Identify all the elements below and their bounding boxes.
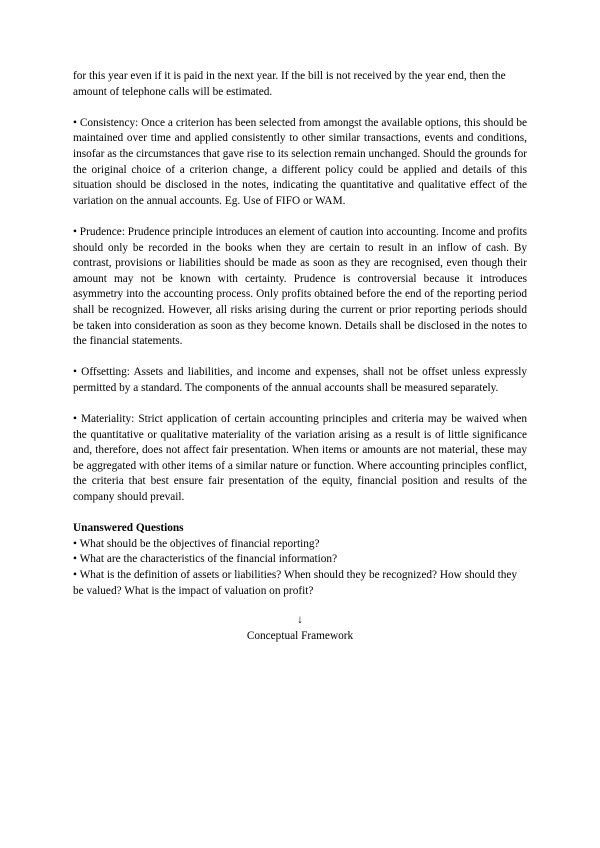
prudence-paragraph: • Prudence: Prudence principle introduces an element of caution into accounting. Income and profits should only be recorded in the books when they are certain to result in an inflow of cash. By contrast, provisions or liabilities should be made as soon as they are recognised, even though their amount may not be known with certainty. Prudence is controversial because it introduces asymmetry into the accounting process. Only profits obtained before the end of the reporting period shall be recognized. However, all risks arising during the current or prior reporting periods should be taken into consideration as soon as they become known. Details shall be disclosed in the notes to the financial statements.: [73, 225, 527, 348]
intro-paragraph: for this year even if it is paid in the next year. If the bill is not received by the year end, then the amount of telephone calls will be estimated.: [73, 70, 506, 98]
down-arrow-icon: ↓: [297, 614, 303, 627]
offsetting-paragraph: • Offsetting: Assets and liabilities, and income and expenses, shall not be offset unless expressly permitted by a standard. The components of the annual accounts shall be measured separately.: [73, 366, 527, 394]
question-item: • What are the characteristics of the financial information?: [73, 553, 338, 566]
unanswered-questions-heading: Unanswered Questions: [73, 522, 184, 535]
question-item: • What should be the objectives of financial reporting?: [73, 537, 320, 550]
consistency-paragraph: • Consistency: Once a criterion has been selected from amongst the available options, this should be maintained over time and applied consistently to other similar transactions, events and conditions, insofar as the circumstances that gave rise to its selection remain unchanged. Should the grounds for the original choice of a criterion change, a different policy could be applied and details of this situation should be disclosed in the notes, indicating the quantitative and qualitative effect of the variation on the annual accounts. Eg. Use of FIFO or WAM.: [73, 116, 527, 207]
materiality-paragraph: • Materiality: Strict application of certain accounting principles and criteria may be waived when the quantitative or qualitative materiality of the variation arising as a result is of little significance and, therefore, does not affect fair presentation. When items or amounts are not material, these may be aggregated with other items of a similar nature or function. Where accounting principles conflict, the criteria that best ensure fair presentation of the equity, financial position and results of the company should prevail.: [73, 413, 527, 504]
unanswered-questions-list: [73, 537, 527, 599]
question-item: • What is the definition of assets or liabilities? When should they be recognized? How should they be valued? What is the impact of valuation on profit?: [73, 569, 518, 597]
document-page: [73, 69, 527, 645]
conceptual-framework-label: Conceptual Framework: [246, 630, 354, 643]
